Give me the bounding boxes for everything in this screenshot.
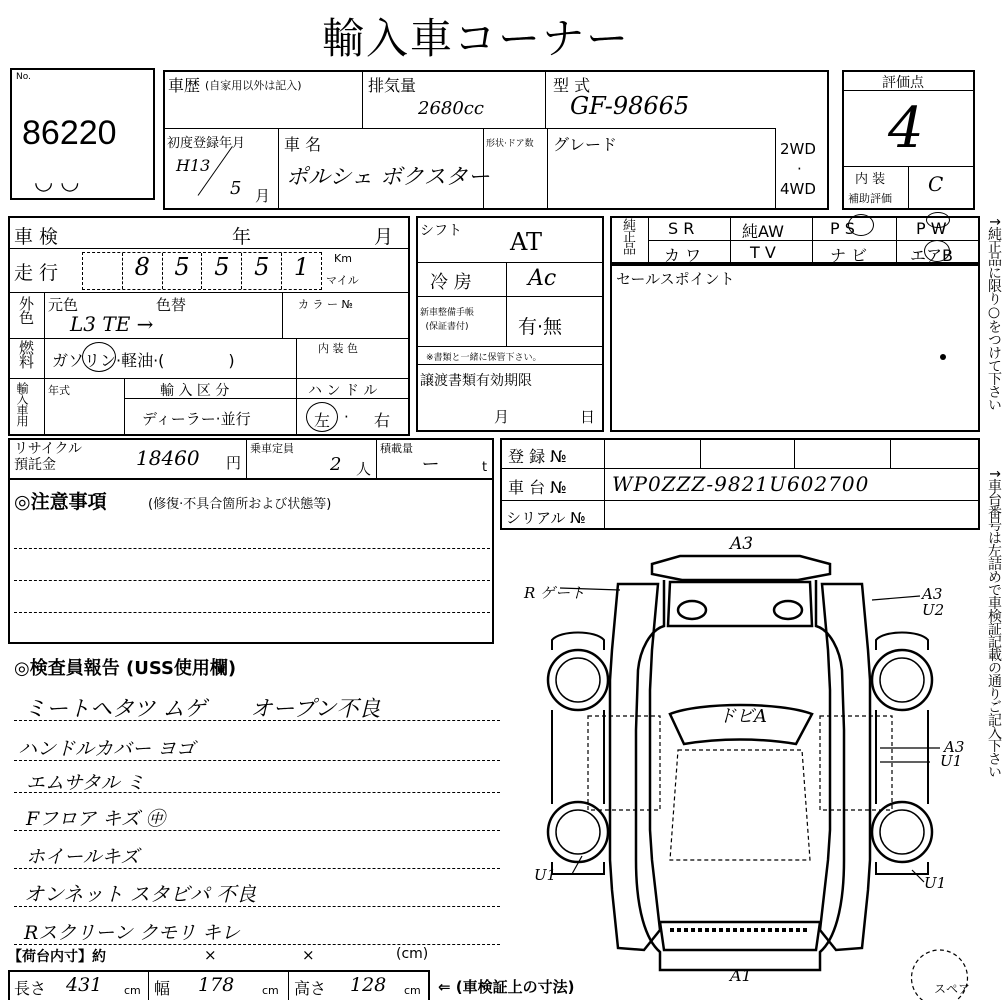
exterior-changed: 色替 [156,296,187,314]
height-label: 高さ [294,979,327,998]
mileage-digit: 1 [293,253,310,281]
genuine-tv: T V [750,243,776,262]
genuine-kawa: カ ワ [664,246,702,265]
chassis-no-label: 車 台 № [508,478,567,497]
diagram-a3-right: A3 [944,738,965,756]
fuel-label: 燃料 [17,340,35,368]
aux-label: 補助評価 [848,192,892,205]
load-value: ー [420,454,438,475]
caution-sub: (修復·不具合箇所および状態等) [148,497,332,512]
exterior-value: L3 TE → [70,312,154,336]
mileage-label: 走 行 [14,262,59,284]
diagram-rear-gate: R ゲート [524,584,586,602]
length-value: 431 [66,974,103,996]
handle-label: ハ ン ド ル [308,383,378,399]
width-unit: cm [262,984,279,997]
inspector-line: エムサタル ミ [26,772,145,794]
score-value: 4 [888,96,924,161]
displacement-label: 排気量 [368,76,417,95]
recycle-value: 18460 [136,446,200,470]
first-reg-label: 初度登録年月 [167,136,246,151]
genuine-airb-circle [924,240,950,262]
right-rocker [876,710,928,804]
first-reg-month-unit: 月 [255,187,271,205]
caution-label: ◎注意事項 [14,491,107,513]
shaken-year: 年 [232,226,252,248]
inspector-line: ミートヘタツ ムゲ オープン不良 [24,697,381,722]
diagram-u1-left: U1 [534,866,557,884]
diagram-a3-top: A3 [730,534,754,554]
front-bumper [660,922,820,950]
diagram-roof: ドビA [718,706,767,727]
fuel-options: ガソリン·軽油·( ) [52,351,235,370]
genuine-pw-circle [926,212,950,228]
inspector-line: ホイールキズ [26,846,140,868]
diagram-a3-u2: A3 U2 [922,585,945,619]
handle-left: 左 [314,411,331,430]
genuine-ps-circle [848,214,874,236]
length-label: 長さ [14,979,47,998]
height-value: 128 [350,974,387,996]
color-no-label: カ ラ ー № [298,298,353,311]
car-name-value: ポルシェ ボクスター [286,165,490,190]
capacity-label: 乗車定員 [250,442,294,455]
inspector-line: Rスクリーン クモリ キレ [24,922,240,944]
width-value: 178 [198,974,235,996]
capacity-value: 2 [330,454,342,475]
score-label: 評価点 [882,75,924,91]
trunk-left-hole [678,601,706,619]
mileage-unit-km: Km [334,252,352,265]
import-label: 輸入車用 [15,382,29,426]
load-label: 積載量 [380,442,413,455]
car-name-label: 車 名 [284,135,322,154]
mileage-digit: 5 [202,253,242,289]
shift-label: シフト [420,223,462,239]
handle-dot: · [344,408,349,426]
mileage-digit: 5 [163,253,203,289]
reg-no-label: 登 録 № [508,447,567,466]
page-title: 輸入車コーナー [322,14,631,63]
genuine-label: 純正品 [620,218,635,254]
mileage-digit [83,253,123,289]
shaken-label: 車 検 [14,226,59,248]
sales-point-label: セールスポイント [616,270,735,288]
serial-no-label: シリアル № [506,509,586,527]
import-kubun-value: ディーラー·並行 [142,410,251,428]
exterior-label: 外色 [17,296,35,324]
ac-value: Ac [528,266,557,291]
model-type-label: 型 式 [553,76,591,95]
inspector-line: ハンドルカバー ヨゴ [18,738,196,760]
left-front-wheel [548,802,608,862]
fuel-selected-circle [82,342,116,372]
history-note: (自家用以外は記入) [205,79,302,92]
left-rear-wheel [548,650,608,710]
trunk-right-hole [774,601,802,619]
diagram-spare: スペア [934,982,971,996]
genuine-sr: S R [668,219,695,238]
service-book-label: 新車整備手帳 (保証書付) [420,308,475,332]
load-unit: t [482,460,488,475]
genuine-aw: 純AW [742,222,784,241]
genuine-ps: P S [830,219,855,238]
first-reg-era: H13 [176,156,211,175]
service-book-note: ※書類と一緒に保管下さい。 [426,353,542,363]
genuine-pw: P W [916,219,947,238]
mileage-unit-mile: マイル [326,274,359,287]
mileage-digit: 8 [123,253,163,289]
capacity-unit: 人 [356,460,372,478]
right-rear-wheel-inner [880,658,924,702]
first-reg-month: 5 [230,178,242,199]
shift-value: AT [510,228,543,256]
model-type-value: GF-98665 [570,92,690,120]
cargo-unit: (cm) [396,946,429,962]
displacement-value: 2680cc [418,98,484,119]
diagram-u1-right: U1 [940,752,963,770]
diagram-a1: A1 [730,966,752,985]
ac-label: 冷 房 [430,272,472,293]
left-rear-wheel-inner [556,658,600,702]
dims-note: ⇐ (車検証上の寸法) [438,978,575,996]
diagram-u1-bottom-right: U1 [924,874,947,892]
mileage-digit: 5 [242,253,282,289]
cargo-x2: × [302,946,315,964]
transfer-docs-label: 譲渡書類有効期限 [420,373,532,389]
car-body [636,580,844,970]
lot-number: 86220 [22,114,117,152]
length-unit: cm [124,984,141,997]
rear-spoiler [652,556,830,580]
sales-point-box [610,264,980,432]
roof-outline [670,750,810,860]
drive-4wd: 4WD [780,180,816,198]
recycle-unit: 円 [226,454,242,472]
exterior-original: 元色 [48,296,79,314]
recycle-label: リサイクル 預託金 [14,441,83,473]
left-rocker [552,710,604,804]
left-front-wheel-inner [556,810,600,854]
lot-box [10,68,155,200]
body-doors-label: 形状·ドア数 [486,139,534,149]
side-note-chassis: ↑車台番号は左詰めで車検証記載の通りご記入下さい [986,468,1002,778]
handle-left-circle [306,402,338,432]
inspector-label: ◎検査員報告 (USS使用欄) [14,658,237,679]
shaken-month: 月 [374,226,394,248]
grade-label: グレード [553,135,618,154]
cargo-x1: × [204,946,217,964]
side-note-genuine: ↑純正品に限り○をつけて下さい [986,216,1002,411]
lot-mark: No. [16,72,31,82]
transfer-docs-day: 日 [580,408,596,426]
cargo-label: 【荷台内寸】約 [8,949,106,965]
import-kubun-label: 輸 入 区 分 [160,383,230,399]
history-label: 車歴 [168,76,201,95]
genuine-navi: ナ ビ [830,246,868,265]
lot-marks: ◡ ◡ [34,170,80,195]
genuine-airb: エアB [910,246,953,265]
service-book-value: 有·無 [518,316,563,338]
sales-point-dot [940,354,946,360]
inspector-line: オンネット スタビパ 不良 [24,882,257,906]
width-label: 幅 [154,979,171,998]
drive-dot: · [797,160,802,178]
inspector-line: Fフロア キズ ㊥ [26,808,165,830]
transfer-docs-month: 月 [494,408,510,426]
right-rear-wheel [872,650,932,710]
chassis-no-value: WP0ZZZ-9821U602700 [612,472,870,496]
drive-2wd: 2WD [780,140,816,158]
right-front-wheel-inner [880,810,924,854]
right-front-wheel [872,802,932,862]
height-unit: cm [404,984,421,997]
mileage-digits [82,252,322,290]
shaken-mileage-box [8,216,410,436]
interior-color-label: 内 装 色 [318,342,358,355]
interior-value: C [928,172,944,196]
interior-label: 内 装 [855,172,886,187]
handle-right: 右 [374,411,391,430]
year-type-label: 年式 [48,384,70,397]
